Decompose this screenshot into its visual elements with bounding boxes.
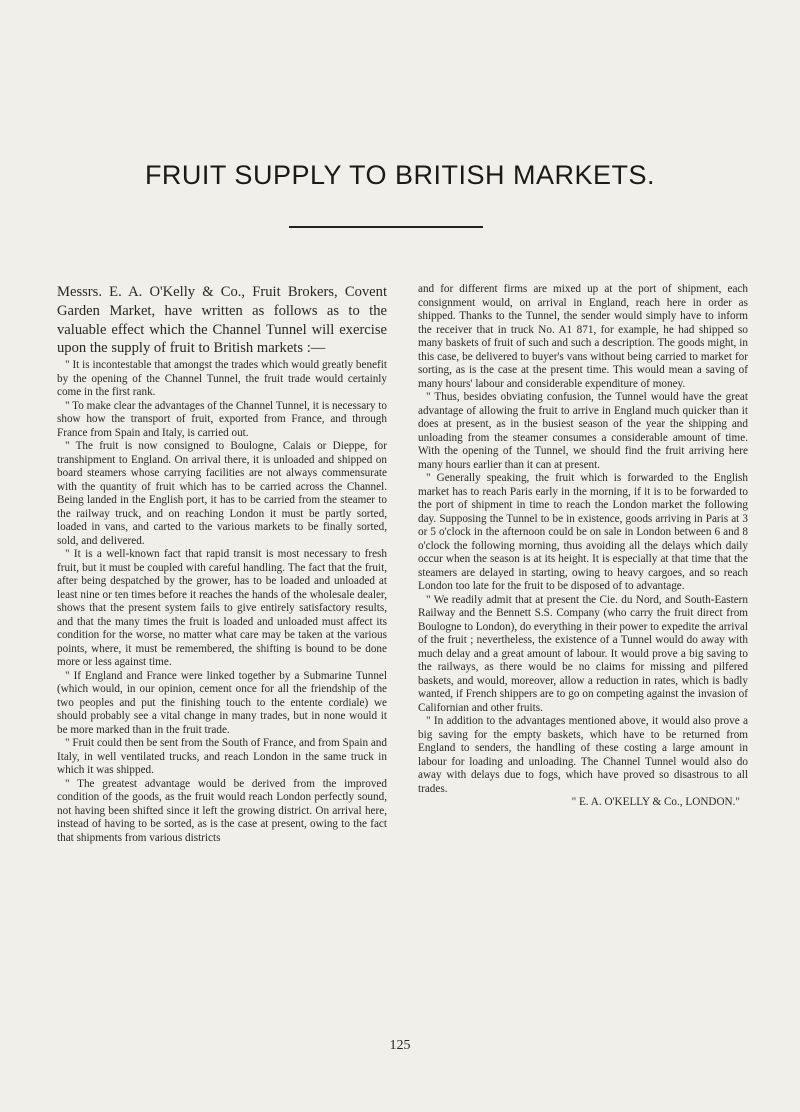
left-paragraph: " To make clear the advantages of the Channel Tunnel, it is necessary to show how the transport of fruit, exported from France, and through France from Spain and Italy, is carried out. — [57, 399, 387, 439]
right-paragraph: " In addition to the advantages mentioned above, it would also prove a big saving for the empty baskets, which have to be returned from England to senders, the handling of these costing a large amount in labour for loading and unloading. The Channel Tunnel would also do away with delays due to fogs, which have proved so disastrous to all trades. — [418, 715, 748, 795]
left-paragraph: " The greatest advantage would be derived from the improved condition of the goods, as the fruit would reach London perfectly sound, not having been shifted since it left the growing district. On arrival here, instead of having to be sorted, as is the case at present, owing to the fact that shipments from various districts — [57, 777, 387, 844]
left-paragraph: " It is incontestable that amongst the trades which would greatly benefit by the opening of the Channel Tunnel, the fruit trade would certainly come in the first rank. — [57, 359, 387, 399]
left-paragraph: " The fruit is now consigned to Boulogne, Calais or Dieppe, for transhipment to England. On arrival there, it is unloaded and shipped on board steamers whose carrying facilities are not always commensurate with the quantity of fruit which has to be carried across the Channel. Being landed in the English port, it has to be carried from the steamer to the railway truck, and on reaching London it must be partly sorted, loaded in vans, and carted to the various markets to be finally sorted, sold, and delivered. — [57, 440, 387, 547]
right-paragraph: " Thus, besides obviating confusion, the Tunnel would have the great advantage of allowing the fruit to arrive in England much quicker than it does at present, as in the busiest season of the year the shipping and unloading from the steamer consumes a considerable amount of time. With the opening of the Tunnel, we should find the fruit arriving here many hours earlier than it can at present. — [418, 391, 748, 471]
signature: " E. A. O'KELLY & Co., LONDON." — [571, 796, 740, 808]
right-column — [418, 283, 748, 810]
left-paragraph: " It is a well-known fact that rapid transit is most necessary to fresh fruit, but it must be coupled with careful handling. The fact that the fruit, after being despatched by the grower, has to be loaded and unloaded at least nine or ten times before it reaches the hands of the wholesale dealer, shows that the present system fails to give entirely satisfactory results, and that the many times the fruit is loaded and unloaded must affect its condition for the worse, no matter what care may be taken at the various points, where, it must be remembered, the shifting is bound to be done more or less against time. — [57, 548, 387, 669]
left-column — [57, 283, 387, 845]
left-paragraph: " Fruit could then be sent from the South of France, and from Spain and Italy, in well ventilated trucks, and reach London in the same truck in which it was shipped. — [57, 737, 387, 777]
title-rule — [289, 226, 483, 228]
right-paragraph: " Generally speaking, the fruit which is forwarded to the English market has to reach Paris early in the morning, if it is to be forwarded to the port of shipment in time to reach the London market the following day. Supposing the Tunnel to be in existence, goods arriving in Paris at 3 or 5 o'clock in the afternoon could be on sale in London between 6 and 8 o'clock the following morning, thus avoiding all the delays which daily occur when the season is at its height. It is especially at that time that the steamers are delayed in starting, owing to heavy cargoes, and so reach London too late for the fruit to be disposed of to advantage. — [418, 472, 748, 592]
page-number: 125 — [389, 1038, 411, 1053]
right-paragraph: " We readily admit that at present the Cie. du Nord, and South-Eastern Railway and the Bennett S.S. Company (who carry the fruit direct from Boulogne to London), do everything in their power to expedite the arrival of the fruit ; nevertheless, the existence of a Tunnel would do away with much delay and a great amount of labour. It would prove a big saving to the railways, as there would be no claims for missing and pilfered baskets, and would, moreover, allow a reduction in rates, which is badly wanted, if French shippers are to go on competing against the invasion of Californian and other fruits. — [418, 593, 748, 714]
intro-paragraph: Messrs. E. A. O'Kelly & Co., Fruit Brokers, Covent Garden Market, have written as follows as to the valuable effect which the Channel Tunnel will exercise upon the supply of fruit to British markets :— — [57, 284, 387, 357]
left-paragraph: " If England and France were linked together by a Submarine Tunnel (which would, in our opinion, cement once for all the friendship of the two peoples and put the finishing touch to the entente cordiale) we should probably see a vital change in many trades, but in none would it be more marked than in the fruit trade. — [57, 669, 387, 736]
page-title: FRUIT SUPPLY TO BRITISH MARKETS. — [144, 160, 656, 190]
right-paragraph: and for different firms are mixed up at the port of shipment, each consignment would, on arrival in England, reach here in order as shipped. Thanks to the Tunnel, the sender would simply have to inform the receiver that in truck No. A1 871, for example, he had shipped so many baskets of fruit of such and such a description. The goods might, in this case, be delivered to buyer's vans without being carried to market for sorting, as is the case at the present time. This would mean a saving of many hours' labour and considerable expenditure of money. — [418, 283, 748, 390]
